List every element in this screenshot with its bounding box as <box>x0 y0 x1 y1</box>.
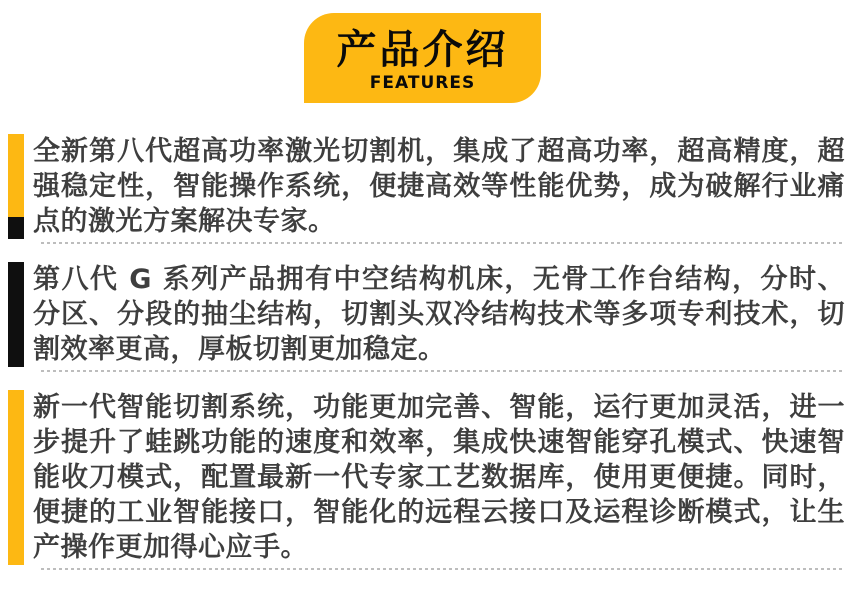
accent-bar-yellow-black <box>8 134 24 239</box>
feature-paragraph-2 <box>8 262 845 367</box>
product-intro-page <box>0 13 852 604</box>
accent-bar-yellow <box>8 390 24 565</box>
section-subtitle: FEATURES <box>369 73 476 93</box>
section-title: 产品介绍 <box>336 27 509 73</box>
accent-bar-black <box>8 262 24 367</box>
section-header-badge <box>304 13 541 103</box>
feature-paragraph-1 <box>8 134 845 239</box>
dashed-divider-1 <box>41 242 843 244</box>
accent-bar-top-segment <box>8 134 24 217</box>
dashed-divider-3 <box>41 568 843 570</box>
feature-paragraph-3 <box>8 390 845 565</box>
paragraph-text-1: 全新第八代超高功率激光切割机，集成了超高功率，超高精度，超强稳定性，智能操作系统，便捷高效等性能优势，成为破解行业痛点的激光方案解决专家。 <box>33 136 845 237</box>
accent-bar-bottom-segment <box>8 543 24 565</box>
dashed-divider-2 <box>41 370 843 372</box>
features-content <box>0 134 852 570</box>
paragraph-text-2: 第八代 G 系列产品拥有中空结构机床，无骨工作台结构，分时、分区、分段的抽尘结构，切割头双冷结构技术等多项专利技术，切割效率更高，厚板切割更加稳定。 <box>33 264 845 365</box>
accent-bar-bottom-segment <box>8 217 24 239</box>
accent-bar-top-segment <box>8 390 24 543</box>
accent-bar-top-segment <box>8 262 24 345</box>
accent-bar-bottom-segment <box>8 345 24 367</box>
paragraph-text-3: 新一代智能切割系统，功能更加完善、智能，运行更加灵活，进一步提升了蛙跳功能的速度和效率，集成快速智能穿孔模式、快速智能收刀模式，配置最新一代专家工艺数据库，使用更便捷。同时，便捷的工业智能接口，智能化的远程云接口及运程诊断模式，让生产操作更加得心应手。 <box>33 392 845 563</box>
